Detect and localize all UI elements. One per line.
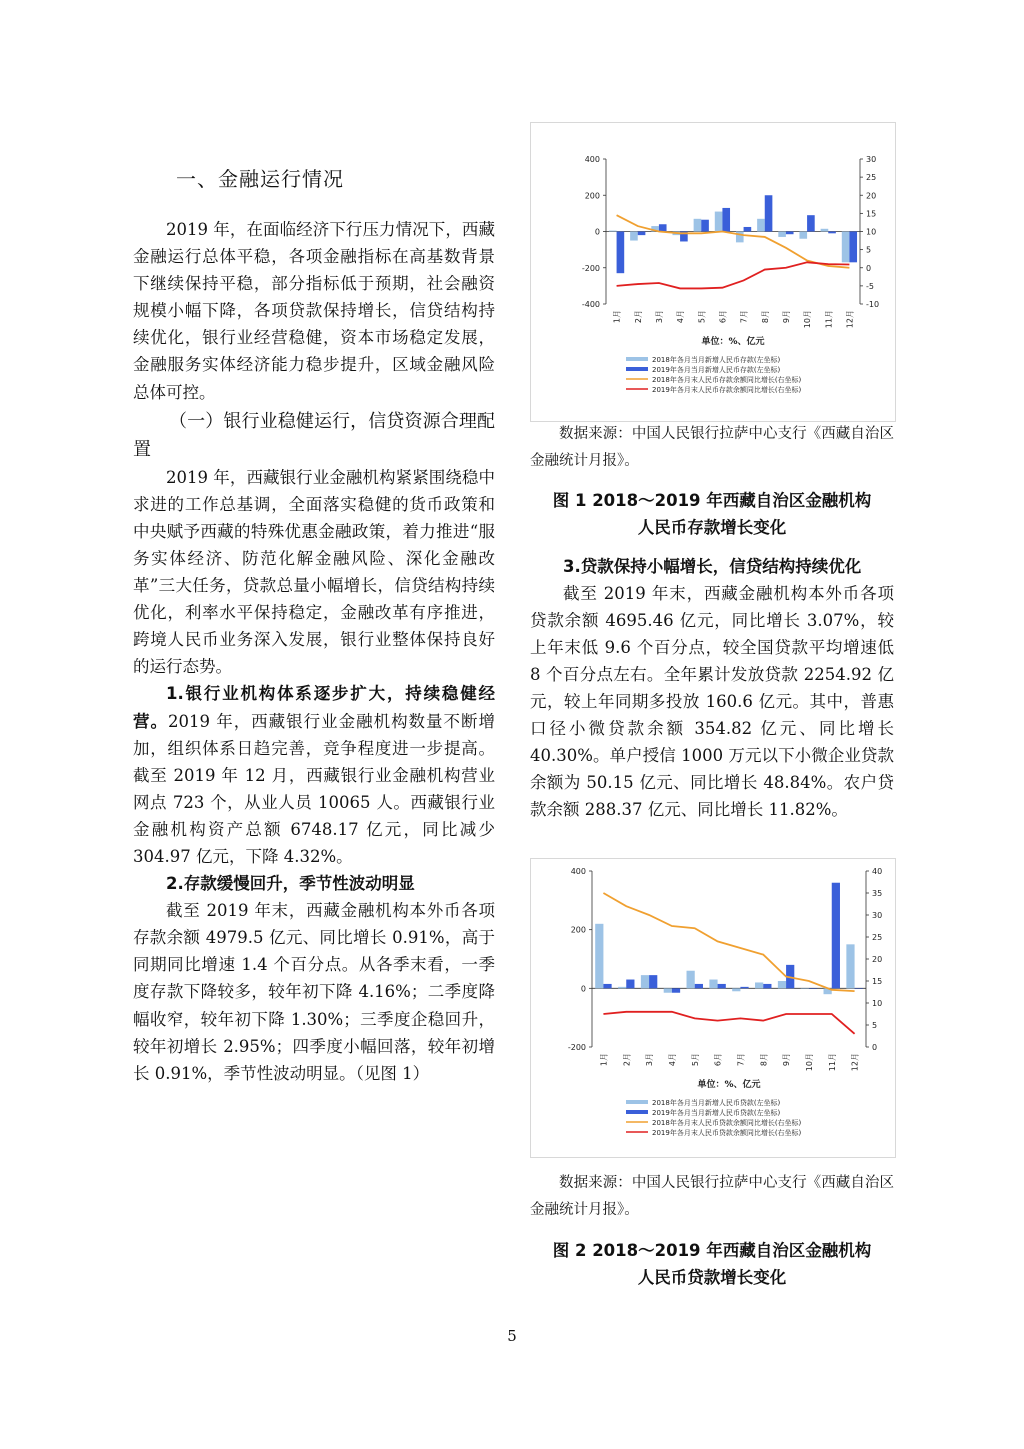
deposit-category-label: 9月 (781, 310, 791, 324)
deposit-category-label: 7月 (739, 310, 749, 324)
loan-right-tick-label: 10 (872, 999, 883, 1008)
deposit-bar (701, 220, 709, 232)
deposit-category-label: 2月 (633, 310, 643, 324)
loan-category-label: 3月 (645, 1053, 655, 1067)
deposit-left-tick-label: 400 (584, 155, 600, 164)
deposit-bar (757, 219, 765, 232)
loan-bar (801, 988, 809, 989)
figure1-caption-line1: 图 1 2018～2019 年西藏自治区金融机构 (552, 491, 872, 510)
deposit-legend-label: 2019年各月末人民币存款余额同比增长(右坐标) (652, 386, 802, 394)
loan-bar (687, 971, 695, 989)
loan-left-tick-label: -200 (567, 1043, 586, 1052)
loan-left-tick-label: 0 (580, 984, 586, 994)
deposit-bar (807, 215, 815, 231)
loan-bar (755, 982, 763, 988)
loan-bar (618, 987, 626, 988)
deposit-category-label: 12月 (845, 310, 855, 329)
loan-bar (672, 988, 680, 992)
deposit-category-label: 3月 (654, 310, 664, 324)
loan-category-label: 10月 (804, 1053, 814, 1072)
figure1-caption-line2: 人民币存款增长变化 (637, 518, 787, 537)
loan-category-label: 6月 (713, 1053, 723, 1067)
loan-category-label: 12月 (850, 1053, 860, 1072)
loan-bar (664, 988, 672, 992)
deposit-right-tick-label: 0 (866, 263, 872, 273)
deposit-legend-swatch (626, 367, 648, 371)
figure2-caption-line2: 人民币贷款增长变化 (637, 1268, 787, 1287)
loan-category-label: 9月 (782, 1053, 792, 1067)
loan-legend-swatch (626, 1110, 648, 1114)
loan-bar (709, 980, 717, 989)
deposit-bar (609, 231, 617, 232)
deposit-legend-label: 2019年各月当月新增人民币存款(左坐标) (652, 366, 781, 374)
loan-legend-label: 2019年各月当月新增人民币贷款(左坐标) (652, 1109, 781, 1117)
loan-bar (695, 984, 703, 988)
deposit-bar (694, 219, 702, 232)
loan-bar (626, 980, 634, 989)
deposit-category-label: 8月 (760, 310, 770, 324)
loan-right-tick-label: 20 (872, 955, 883, 964)
loan-unit-label: 单位：%、亿元 (697, 1080, 761, 1090)
item2-paragraph: 截至 2019 年末，西藏金融机构本外币各项存款余额 4979.5 亿元、同比增长 0.91%，高于同期同比增速 1.4 个百分点。从各季末看，一季度存款下降较多，较年初下降 4.16%；二季度降幅收窄，较年初下降 1.30%；三季度企稳回升，较年初增长 2.95%；四季度小幅回落，较年初增长 0.91%，季节性波动明显。（见图 1） (133, 901, 495, 1083)
loan-bar (649, 975, 657, 988)
deposit-category-label: 6月 (718, 310, 728, 324)
loan-right-tick-label: 30 (872, 911, 883, 920)
loan-bar (763, 984, 771, 988)
loan-right-tick-label: 40 (872, 867, 883, 876)
deposit-right-tick-label: 15 (866, 209, 877, 219)
loan-bar (778, 981, 786, 988)
deposit-unit-label: 单位：%、亿元 (701, 337, 765, 347)
page-number: 5 (507, 1327, 517, 1345)
deposit-legend-label: 2018年各月当月新增人民币存款(左坐标) (652, 356, 781, 364)
loan-line (603, 1012, 854, 1034)
deposit-right-tick-label: 25 (866, 173, 877, 183)
deposit-category-label: 1月 (612, 310, 622, 324)
loan-bar (718, 984, 726, 988)
subsection-title: （一）银行业稳健运行，信贷资源合理配置 (133, 410, 495, 460)
deposit-bar (715, 212, 723, 232)
deposit-bar (765, 195, 773, 231)
deposit-bar (842, 232, 850, 263)
deposit-category-label: 10月 (803, 310, 813, 329)
deposit-right-tick-label: 30 (866, 155, 877, 164)
deposit-legend-label: 2018年各月末人民币存款余额同比增长(右坐标) (652, 376, 802, 384)
loan-right-tick-label: 35 (872, 889, 883, 898)
loan-bar (846, 944, 854, 988)
deposit-left-tick-label: -200 (581, 263, 600, 273)
loan-right-tick-label: 5 (872, 1021, 878, 1030)
deposit-category-label: 5月 (697, 310, 707, 324)
deposit-bar (659, 224, 667, 231)
deposit-bar (722, 208, 730, 232)
deposit-right-tick-label: 10 (866, 227, 877, 237)
deposit-bar (799, 232, 807, 239)
loan-legend-label: 2018年各月末人民币贷款余额同比增长(右坐标) (652, 1119, 802, 1127)
deposit-bar (630, 232, 638, 241)
deposit-right-tick-label: -10 (866, 300, 880, 309)
deposit-right-tick-label: 5 (866, 245, 872, 255)
deposit-category-label: 4月 (676, 310, 686, 324)
loan-category-label: 4月 (667, 1053, 677, 1067)
loan-bar (740, 987, 748, 988)
loan-left-tick-label: 200 (570, 925, 586, 935)
loan-legend-swatch (626, 1100, 648, 1104)
loan-bar (855, 988, 863, 989)
item1-lead: 1.银行业机构体系逐步扩大，持续稳健经营。 (133, 684, 495, 731)
section-title: 一、金融运行情况 (176, 167, 344, 191)
deposit-bar (828, 232, 836, 234)
loan-chart-svg (530, 858, 896, 1158)
loan-bar (603, 984, 611, 988)
figure2-chart (530, 858, 896, 1158)
intro-paragraph: 2019 年，在面临经济下行压力情况下，西藏金融运行总体平稳，各项金融指标在高基数背景下继续保持平稳，部分指标低于预期，社会融资规模小幅下降，各项贷款保持增长，信贷结构持续优化，银行业经营稳健，资本市场稳定发展，金融服务实体经济能力稳步提升，区域金融风险总体可控。 (133, 220, 495, 402)
banking-paragraph: 2019 年，西藏银行业金融机构紧紧围绕稳中求进的工作总基调，全面落实稳健的货币政策和中央赋予西藏的特殊优惠金融政策，着力推进“服务实体经济、防范化解金融风险、深化金融改革”三大任务，贷款总量小幅增长，信贷结构持续优化，利率水平保持稳定，金融改革有序推进，跨境人民币业务深入发展，银行业整体保持良好的运行态势。 (133, 467, 495, 677)
right-column (530, 553, 894, 823)
deposit-legend-swatch (626, 357, 648, 361)
loan-right-tick-label: 0 (872, 1043, 878, 1052)
item2-title: 2.存款缓慢回升，季节性波动明显 (166, 874, 415, 894)
loan-right-tick-label: 25 (872, 933, 883, 942)
deposit-bar (849, 232, 857, 263)
loan-bar (641, 975, 649, 988)
deposit-left-tick-label: 0 (594, 227, 600, 237)
item3-title: 3.贷款保持小幅增长，信贷结构持续优化 (563, 557, 862, 576)
deposit-right-tick-label: 20 (866, 191, 877, 201)
deposit-bar (744, 227, 752, 232)
loan-category-label: 8月 (759, 1053, 769, 1067)
deposit-category-label: 11月 (824, 310, 834, 329)
deposit-chart-svg (530, 122, 896, 422)
item1-paragraph (133, 680, 495, 870)
loan-category-label: 5月 (690, 1053, 700, 1067)
figure2-source: 数据来源：中国人民银行拉萨中心支行《西藏自治区金融统计月报》。 (530, 1175, 894, 1218)
loan-legend-label: 2018年各月当月新增人民币贷款(左坐标) (652, 1099, 781, 1107)
loan-legend-label: 2019年各月末人民币贷款余额同比增长(右坐标) (652, 1129, 802, 1137)
loan-bar (595, 924, 603, 989)
deposit-bar (617, 232, 625, 274)
deposit-bar (778, 232, 786, 237)
loan-category-label: 1月 (599, 1053, 609, 1067)
figure2-caption-line1: 图 2 2018～2019 年西藏自治区金融机构 (552, 1241, 872, 1260)
left-column (133, 216, 495, 1087)
item1-text: 2019 年，西藏银行业金融机构数量不断增加，组织体系日趋完善，竞争程度进一步提高。截至 2019 年 12 月，西藏银行业金融机构营业网点 723 个，从业人员 10065 人。西藏银行业金融机构资产总额 6748.17 亿元，同比减少 304.97 亿元，下降 4.32%。 (133, 711, 495, 866)
figure1-source: 数据来源：中国人民银行拉萨中心支行《西藏自治区金融统计月报》。 (530, 426, 894, 469)
loan-left-tick-label: 400 (570, 867, 586, 876)
deposit-left-tick-label: -400 (581, 300, 600, 309)
loan-category-label: 7月 (736, 1053, 746, 1067)
deposit-bar (821, 229, 829, 232)
loan-right-tick-label: 15 (872, 977, 883, 986)
figure1-chart (530, 122, 896, 422)
deposit-bar (638, 232, 646, 236)
deposit-right-tick-label: -5 (866, 281, 874, 291)
loan-category-label: 11月 (827, 1053, 837, 1072)
loan-bar (832, 883, 840, 989)
deposit-left-tick-label: 200 (584, 191, 600, 201)
loan-bar (809, 988, 817, 989)
loan-category-label: 2月 (622, 1053, 632, 1067)
deposit-line (617, 262, 850, 288)
item3-paragraph: 截至 2019 年末，西藏金融机构本外币各项贷款余额 4695.46 亿元，同比增长 3.07%，较上年末低 9.6 个百分点，较全国贷款平均增速低 8 个百分点左右。全年累计发放贷款 2254.92 亿元，较上年同期多投放 160.6 亿元。其中，普惠口径小微贷款余额 354.82 亿元、同比增长 40.30%。单户授信 1000 万元以下小微企业贷款余额为 50.15 亿元、同比增长 48.84%。农户贷款余额 288.37 亿元、同比增长 11.82%。 (530, 584, 894, 819)
deposit-bar (786, 232, 794, 235)
loan-bar (732, 988, 740, 991)
